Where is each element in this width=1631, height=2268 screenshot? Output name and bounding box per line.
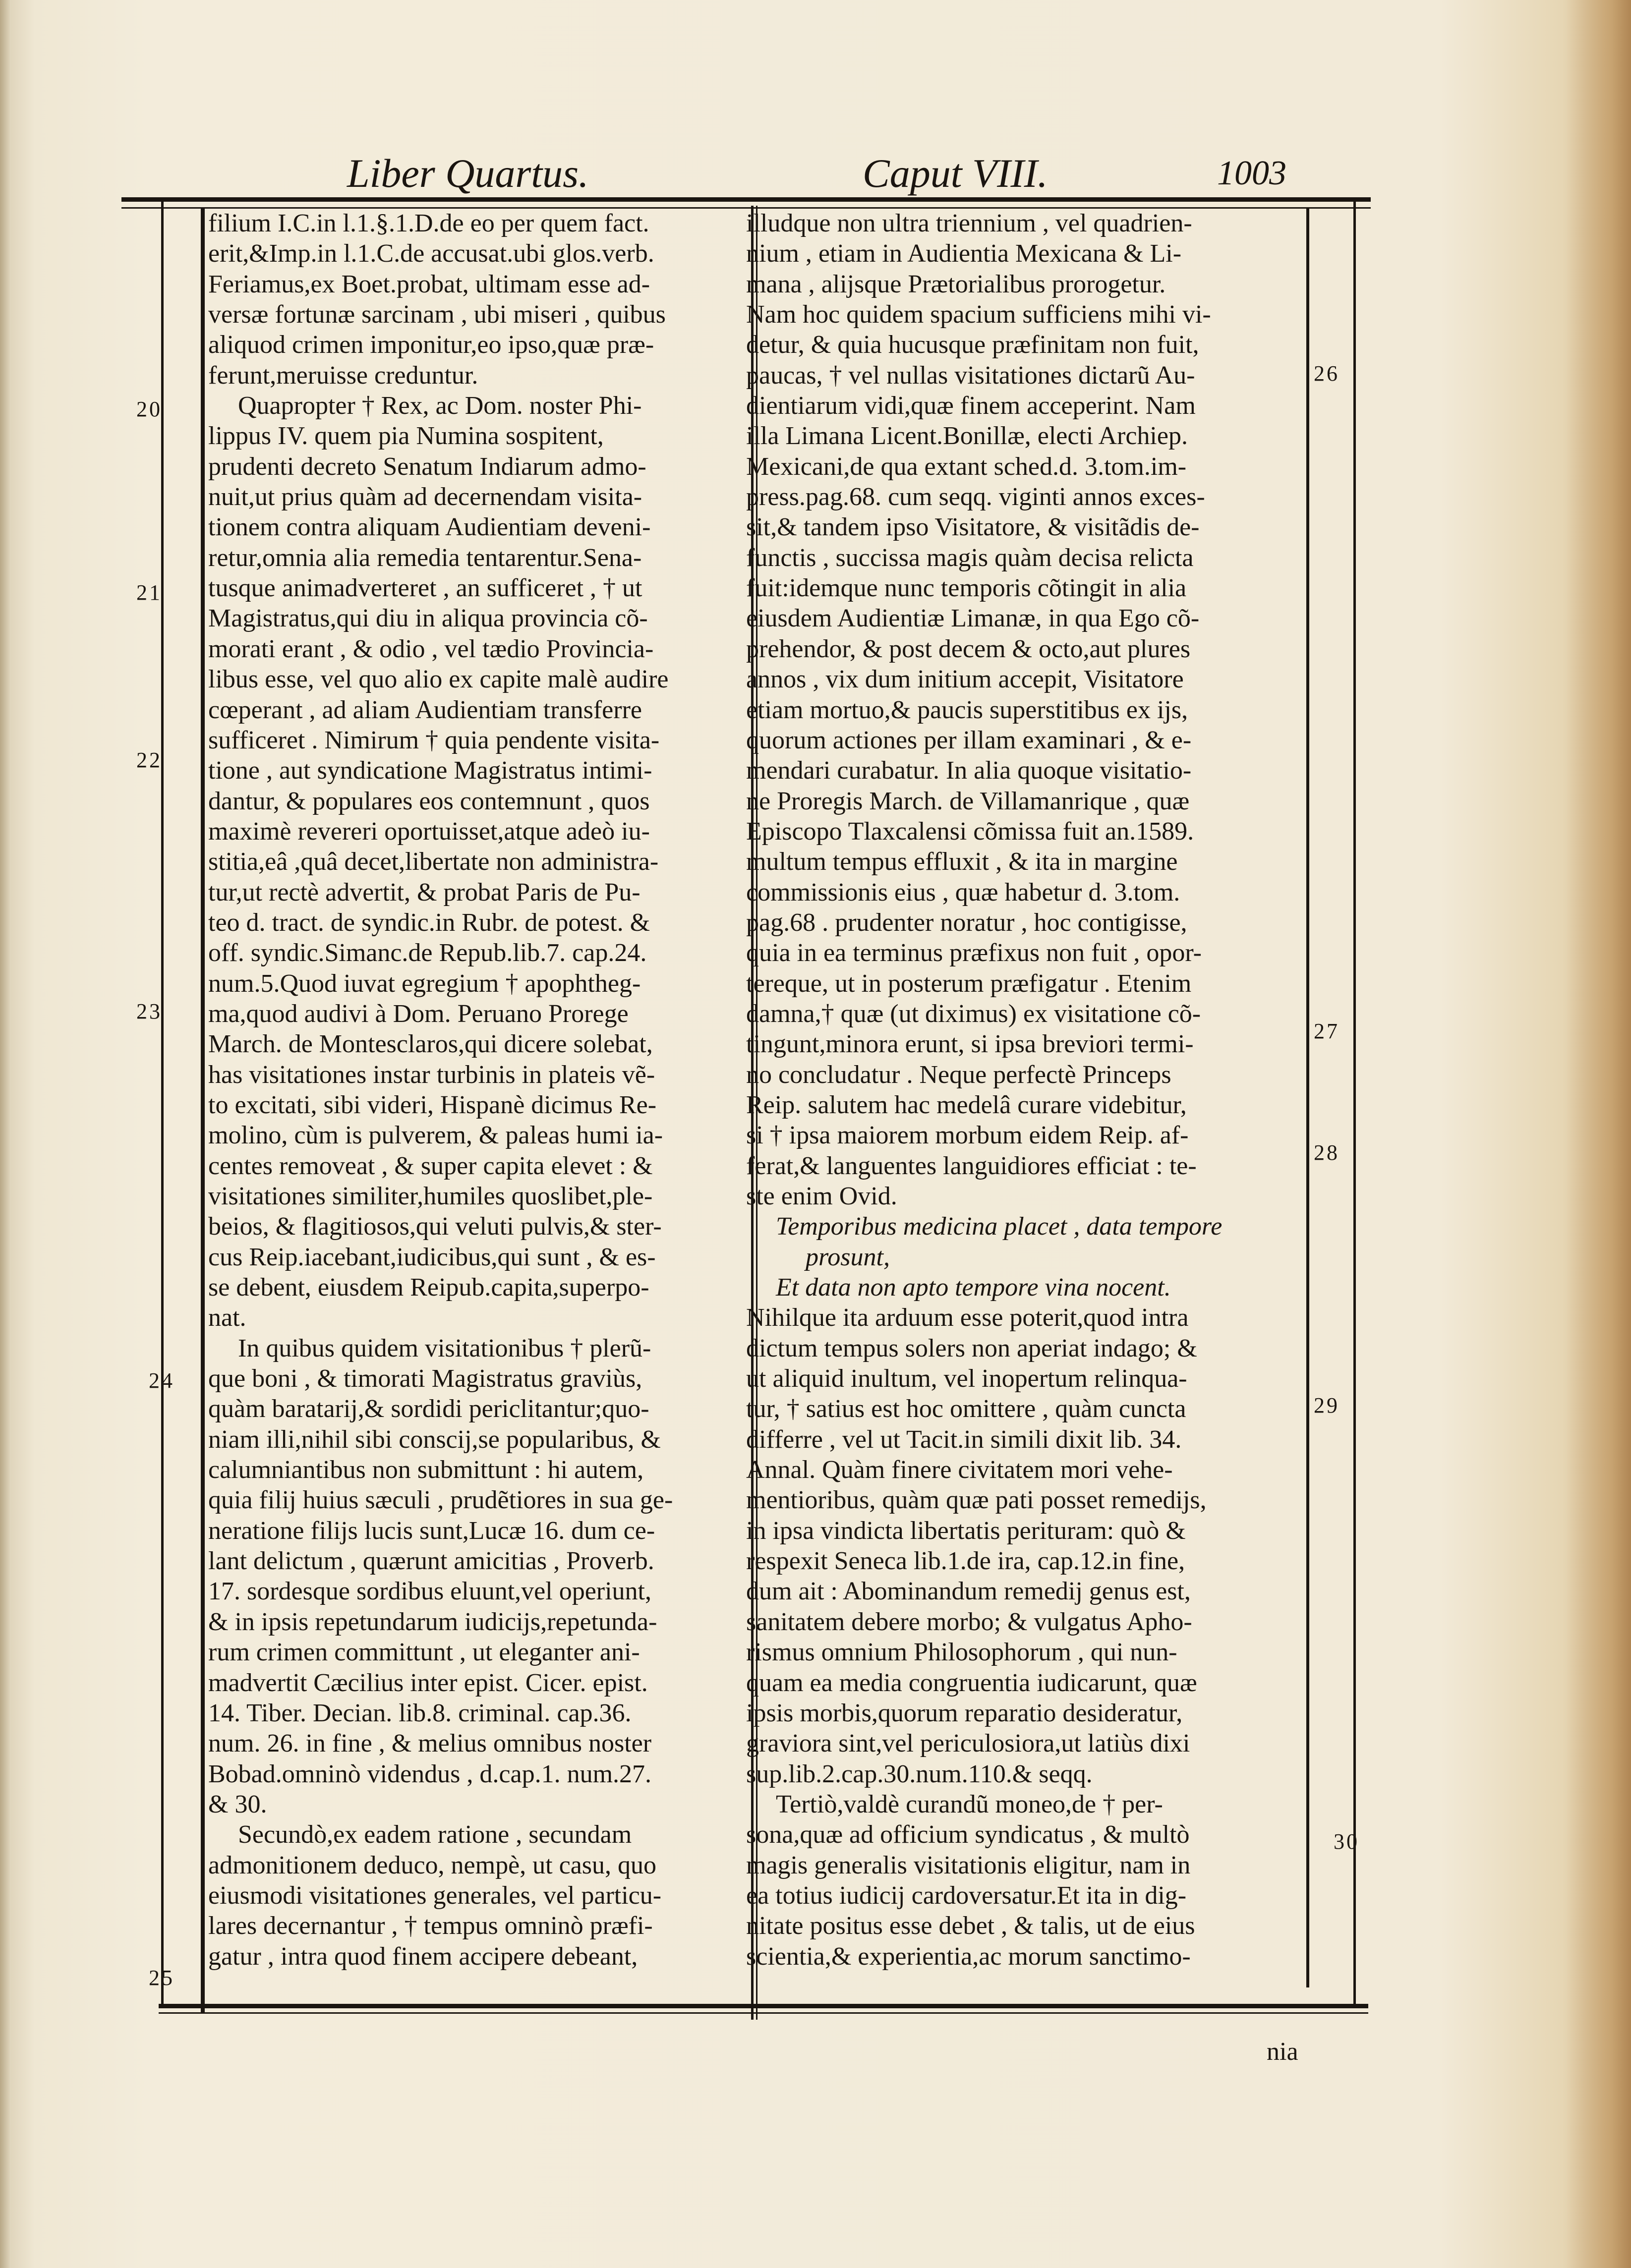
text-line: illudque non ultra triennium , vel quadrien- [746,209,1192,237]
text-line: Episcopo Tlaxcalensi cõmissa fuit an.1589. [746,817,1194,846]
text-line: rum crimen committunt , ut eleganter ani- [208,1638,640,1667]
text-line: quam ea media congruentia iudicarunt, quæ [746,1668,1197,1697]
text-line: maximè revereri oportuisset,atque adeò iu- [208,817,650,846]
text-line: filium I.C.in l.1.§.1.D.de eo per quem fact. [208,209,649,237]
margin-number: 26 [1314,361,1340,386]
text-line: damna,† quæ (ut diximus) ex visitatione cõ- [746,999,1201,1028]
text-line: in ipsa vindicta libertatis perituram: quò & [746,1516,1186,1545]
text-line: niam illi,nihil sibi conscij,se popularibus, & [208,1425,661,1454]
text-line: commissionis eius , quæ habetur d. 3.tom. [746,878,1180,907]
text-line: centes removeat , & super capita elevet : & [208,1151,653,1180]
page-edge-stain [1567,0,1631,2268]
text-line: ipsis morbis,quorum reparatio desideratur, [746,1699,1183,1727]
text-line: cœperant , ad aliam Audientiam transferre [208,695,642,724]
text-line: stitia,eâ ,quâ decet,libertate non administra- [208,848,659,876]
text-line: quorum actiones per illam examinari , & e- [746,726,1192,754]
text-line: madvertit Cæcilius inter epist. Cicer. epist. [208,1668,648,1697]
margin-number: 23 [136,999,162,1023]
text-line: libus esse, vel quo alio ex capite malè audire [208,665,669,694]
text-line: sona,quæ ad officium syndicatus , & multò [746,1820,1190,1849]
text-line: retur,omnia alia remedia tentarentur.Sena- [208,543,642,572]
text-line: press.pag.68. cum seqq. viginti annos exces- [746,483,1205,511]
text-line: lares decernantur , † tempus omninò præfi- [208,1912,653,1940]
right-text-column [746,208,1306,1972]
text-line: sup.lib.2.cap.30.num.110.& seqq. [746,1759,1093,1788]
text-line: num. 26. in fine , & melius omnibus noster [208,1729,652,1758]
text-line: etiam mortuo,& paucis superstitibus ex ijs, [746,695,1188,724]
text-line: ste enim Ovid. [746,1182,897,1210]
text-line: dictum tempus solers non aperiat indago; & [746,1334,1197,1362]
text-line: se debent, eiusdem Reipub.capita,superpo- [208,1273,649,1302]
text-line: versæ fortunæ sarcinam , ubi miseri , quibus [208,300,666,329]
footer-rule-thin [159,2012,1368,2014]
frame-left-rule [161,201,164,2007]
text-line: tusque animadverteret , an sufficeret , † ut [208,574,642,603]
margin-number: 25 [149,1966,175,1990]
text-line: teo d. tract. de syndic.in Rubr. de potest. & [208,908,650,937]
margin-number: 28 [1314,1140,1340,1165]
text-line: ferunt,meruisse creduntur. [208,361,478,390]
text-line: erit,&Imp.in l.1.C.de accusat.ubi glos.verb. [208,239,654,268]
text-line: dientiarum vidi,quæ finem acceperint. Nam [746,392,1196,420]
text-line: 17. sordesque sordibus eluunt,vel operiunt, [208,1577,651,1606]
text-line: calumniantibus non submittunt : hi autem, [208,1456,644,1484]
text-line: illa Limana Licent.Bonillæ, electi Archiep. [746,422,1188,451]
text-line: admonitionem deduco, nempè, ut casu, quo [208,1851,657,1879]
text-line: beios, & flagitiosos,qui veluti pulvis,& ster- [208,1212,662,1241]
margin-number: 24 [149,1368,175,1393]
text-line: nitate positus esse debet , & talis, ut de eius [746,1912,1195,1940]
text-line: ea totius iudicij cardoversatur.Et ita in dig- [746,1881,1187,1910]
text-line: tur,ut rectè advertit, & probat Paris de Pu- [208,878,641,907]
spine-edge [0,0,11,2268]
text-line: & 30. [208,1790,267,1818]
text-line: tur, † satius est hoc omittere , quàm cuncta [746,1395,1186,1423]
text-line: ma,quod audivi à Dom. Peruano Prorege [208,999,629,1028]
text-line: differre , vel ut Tacit.in simili dixit lib. 34. [746,1425,1182,1454]
text-line: annos , vix dum initium accepit, Visitatore [746,665,1184,694]
text-line: mendari curabatur. In alia quoque visitatio- [746,756,1192,785]
text-line: respexit Seneca lib.1.de ira, cap.12.in fine, [746,1547,1185,1576]
text-line: ut aliquid inultum, vel inopertum relinqua- [746,1364,1187,1393]
catchword: nia [1267,2038,1298,2066]
text-line: detur, & quia hucusque præfinitam non fuit, [746,331,1199,359]
text-line: rismus omnium Philosophorum , qui nun- [746,1638,1177,1667]
text-line: Nam hoc quidem spacium sufficiens mihi vi- [746,300,1211,329]
right-margin-rule [1306,208,1309,1987]
text-line: lant delictum , quærunt amicitias , Proverb. [208,1547,654,1576]
text-line: pag.68 . prudenter noratur , hoc contigisse, [746,908,1187,937]
text-line: mentioribus, quàm quæ pati posset remedijs, [746,1486,1207,1515]
text-line: si † ipsa maiorem morbum eidem Reip. af- [746,1121,1189,1150]
text-line: functis , succissa magis quàm decisa relicta [746,543,1194,572]
text-line: nat. [208,1304,246,1332]
text-line: prehendor, & post decem & octo,aut plures [746,634,1191,663]
text-line: lippus IV. quem pia Numina sospitent, [208,422,604,451]
margin-number: 29 [1314,1393,1340,1418]
text-line: Mexicani,de qua extant sched.d. 3.tom.im- [746,452,1187,481]
text-line: mana , alijsque Prætorialibus prorogetur. [746,270,1166,298]
text-line: quia in ea terminus præfixus non fuit , opor- [746,939,1202,967]
text-line: tereque, ut in posterum præfigatur . Etenim [746,969,1192,998]
text-line: tingunt,minora erunt, si ipsa breviori termi- [746,1030,1194,1059]
text-line: eiusdem Audientiæ Limanæ, in qua Ego cõ- [746,604,1200,633]
text-line: dantur, & populares eos contemnunt , quos [208,787,650,815]
text-line: aliquod crimen imponitur,eo ipso,quæ præ- [208,331,654,359]
text-line: scientia,& experientia,ac morum sanctimo- [746,1942,1191,1971]
text-line: tionem contra aliquam Audientiam deveni- [208,513,651,542]
text-line: Bobad.omninò videndus , d.cap.1. num.27. [208,1759,652,1788]
text-line: Magistratus,qui diu in aliqua provincia cõ- [208,604,648,633]
running-head-chapter: Caput VIII. [863,151,1048,196]
margin-number: 30 [1334,1829,1359,1854]
text-line: Secundò,ex eadem ratione , secundam [238,1820,632,1849]
footer-rule [159,2004,1368,2008]
text-line: Annal. Quàm finere civitatem mori vehe- [746,1456,1173,1484]
text-line: ne Proregis March. de Villamanrique , quæ [746,787,1190,815]
frame-right-rule [1353,201,1356,2007]
text-line: paucas, † vel nullas visitationes dictarũ Au- [746,361,1195,390]
text-line: sufficeret . Nimirum † quia pendente visita- [208,726,660,754]
left-margin-rule [201,208,205,2012]
running-head-book: Liber Quartus. [347,151,589,196]
text-line: magis generalis visitationis eligitur, nam in [746,1851,1191,1879]
text-line: ferat,& languentes languidiores efficiat : te- [746,1151,1197,1180]
margin-number: 20 [136,397,162,421]
text-line: eiusmodi visitationes generales, vel particu- [208,1881,662,1910]
text-line: visitationes similiter,humiles quoslibet,ple- [208,1182,653,1210]
text-line: Et data non apto tempore vina nocent. [776,1273,1171,1302]
text-line: morati erant , & odio , vel tædio Provincia- [208,634,654,663]
text-line: off. syndic.Simanc.de Repub.lib.7. cap.24. [208,939,647,967]
text-line: nuit,ut prius quàm ad decernendam visita- [208,483,642,511]
text-line: fuit:idemque nunc temporis cõtingit in alia [746,574,1187,603]
text-line: dum ait : Abominandum remedij genus est, [746,1577,1191,1606]
text-line: Reip. salutem hac medelâ curare videbitur, [746,1090,1187,1119]
text-line: In quibus quidem visitationibus † plerũ- [238,1334,651,1362]
text-line: Nihilque ita arduum esse poterit,quod intra [746,1304,1189,1332]
text-line: to excitati, sibi videri, Hispanè dicimus Re- [208,1090,657,1119]
text-line: no concludatur . Neque perfectè Princeps [746,1060,1171,1089]
text-line: & in ipsis repetundarum iudicijs,repetunda- [208,1607,657,1636]
text-line: num.5.Quod iuvat egregium † apophtheg- [208,969,641,998]
margin-number: 22 [136,748,162,772]
text-line: que boni , & timorati Magistratus graviùs, [208,1364,642,1393]
text-line: prudenti decreto Senatum Indiarum admo- [208,452,646,481]
margin-number: 27 [1314,1019,1340,1043]
text-line: has visitationes instar turbinis in plateis vẽ- [208,1060,655,1089]
text-line: sit,& tandem ipso Visitatore, & visitãdis de- [746,513,1200,542]
left-text-column [208,208,744,1972]
text-line: molino, cùm is pulverem, & paleas humi ia- [208,1121,663,1150]
text-line: nium , etiam in Audientia Mexicana & Li- [746,239,1182,268]
text-line: prosunt, [806,1243,890,1271]
margin-number: 21 [136,580,162,605]
text-line: graviora sint,vel periculosiora,ut latiùs dixi [746,1729,1190,1758]
text-line: cus Reip.iacebant,iudicibus,qui sunt , & es- [208,1243,656,1271]
text-line: Temporibus medicina placet , data tempore [776,1212,1223,1241]
text-line: quia filij huius sæculi , prudẽtiores in sua ge- [208,1486,673,1515]
text-line: sanitatem debere morbo; & vulgatus Apho- [746,1607,1192,1636]
text-line: March. de Montesclaros,qui dicere solebat, [208,1030,653,1059]
page-number: 1003 [1217,154,1286,192]
text-line: Tertiò,valdè curandũ moneo,de † per- [776,1790,1163,1818]
text-line: Quapropter † Rex, ac Dom. noster Phi- [238,392,642,420]
header-rule [121,197,1371,202]
text-line: Feriamus,ex Boet.probat, ultimam esse ad- [208,270,650,298]
text-line: 14. Tiber. Decian. lib.8. criminal. cap.36. [208,1699,632,1727]
text-line: quàm baratarij,& sordidi periclitantur;quo- [208,1395,649,1423]
text-line: neratione filijs lucis sunt,Lucæ 16. dum ce- [208,1516,655,1545]
text-line: multum tempus effluxit , & ita in margine [746,848,1178,876]
text-line: gatur , intra quod finem accipere debeant, [208,1942,638,1971]
text-line: tione , aut syndicatione Magistratus intimi- [208,756,652,785]
